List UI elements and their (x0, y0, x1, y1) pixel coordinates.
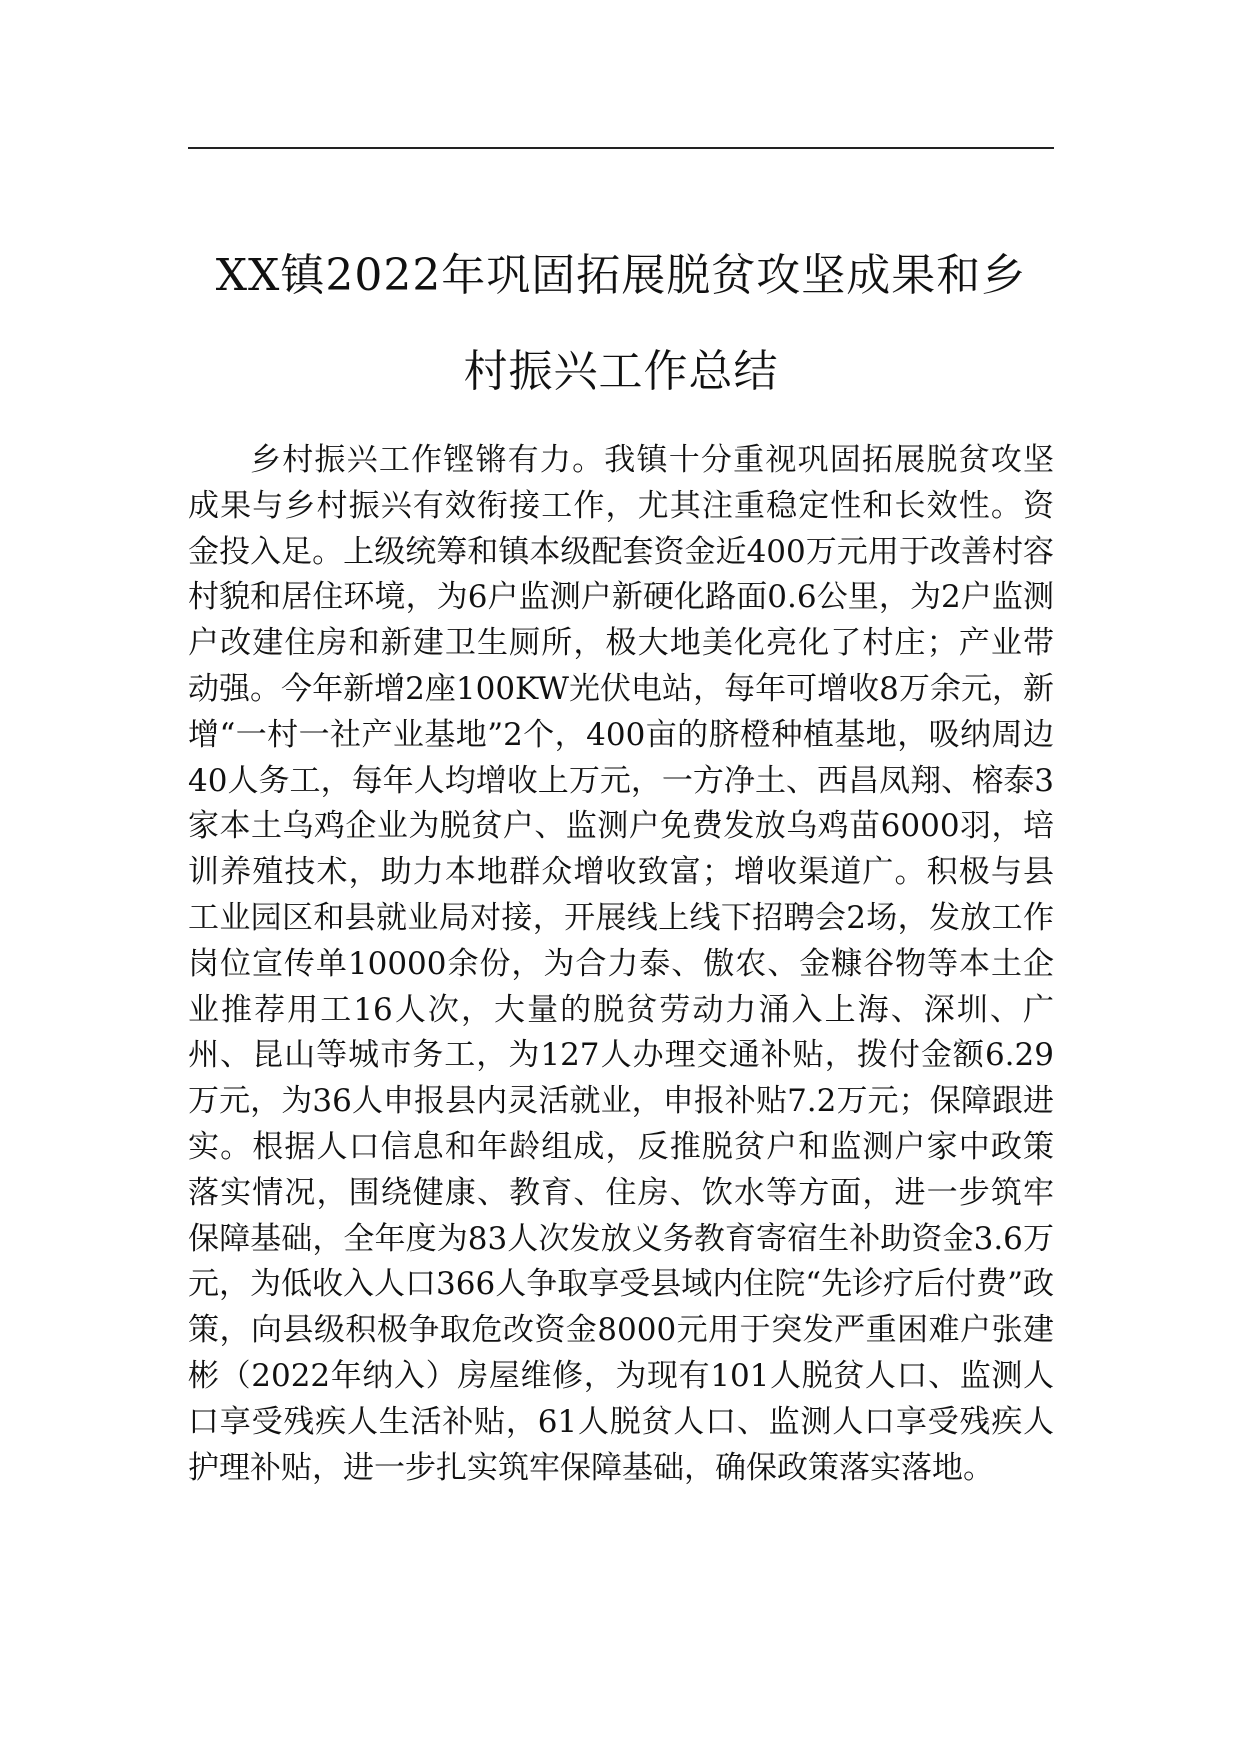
document-title (188, 228, 1054, 420)
title-line-2: 村振兴工作总结 (463, 346, 779, 397)
title-line-1: XX镇2022年巩固拓展脱贫攻坚成果和乡 (215, 250, 1027, 301)
header-rule (188, 147, 1054, 149)
body-paragraph: 乡村振兴工作铿锵有力。我镇十分重视巩固拓展脱贫攻坚成果与乡村振兴有效衔接工作，尤其注重稳定性和长效性。资金投入足。上级统筹和镇本级配套资金近400万元用于改善村容村貌和居住环境，为6户监测户新硬化路面0.6公里，为2户监测户改建住房和新建卫生厕所，极大地美化亮化了村庄；产业带动强。今年新增2座100KW光伏电站，每年可增收8万余元，新增“一村一社产业基地”2个，400亩的脐橙种植基地，吸纳周边40人务工，每年人均增收上万元，一方净土、西昌凤翔、榕泰3家本土乌鸡企业为脱贫户、监测户免费发放乌鸡苗6000羽，培训养殖技术，助力本地群众增收致富；增收渠道广。积极与县工业园区和县就业局对接，开展线上线下招聘会2场，发放工作岗位宣传单10000余份，为合力泰、傲农、金糠谷物等本土企业推荐用工16人次，大量的脱贫劳动力涌入上海、深圳、广州、昆山等城市务工，为127人办理交通补贴，拨付金额6.29万元，为36人申报县内灵活就业，申报补贴7.2万元；保障跟进实。根据人口信息和年龄组成，反推脱贫户和监测户家中政策落实情况，围绕健康、教育、住房、饮水等方面，进一步筑牢保障基础，全年度为83人次发放义务教育寄宿生补助资金3.6万元，为低收入人口366人争取享受县域内住院“先诊疗后付费”政策，向县级积极争取危改资金8000元用于突发严重困难户张建彬（2022年纳入）房屋维修，为现有101人脱贫人口、监测人口享受残疾人生活补贴，61人脱贫人口、监测人口享受残疾人护理补贴，进一步扎实筑牢保障基础，确保政策落实落地。 (188, 442, 1054, 1486)
